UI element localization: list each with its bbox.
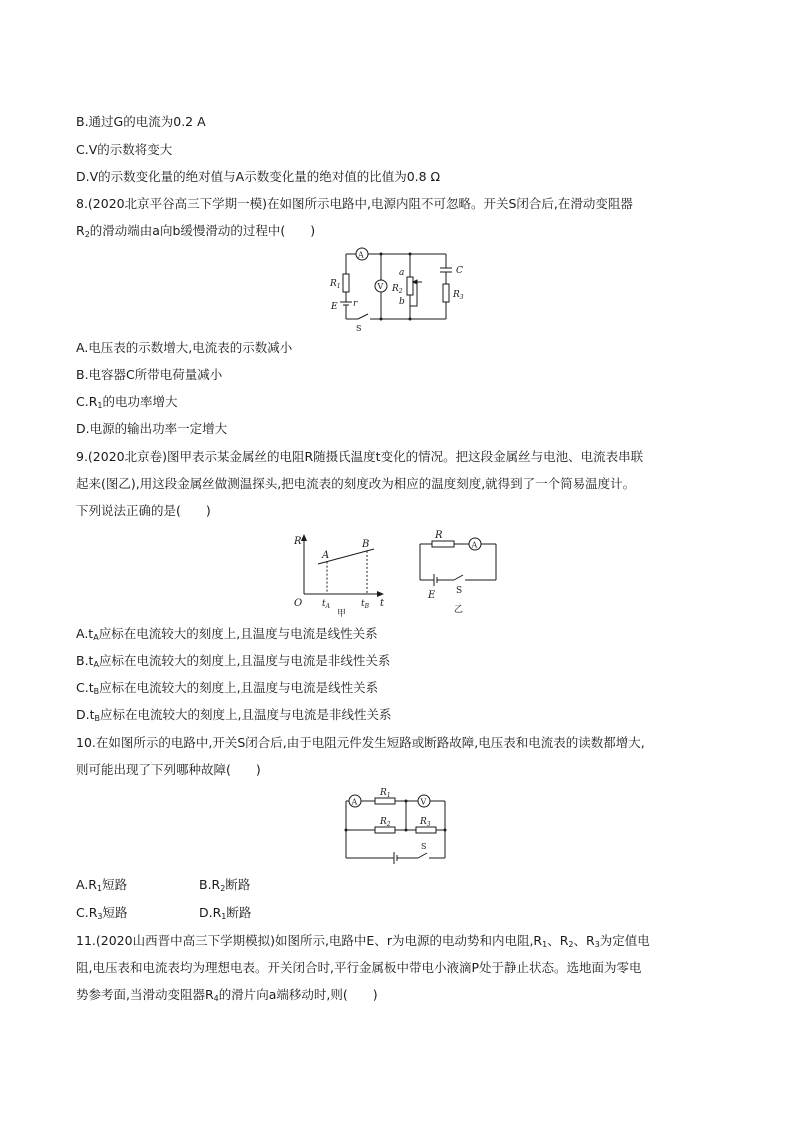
q9-option-a: $A.t_A$应标在电流较大的刻度上,且温度与电流是线性关系 xyxy=(76,626,378,642)
q8-r2-rheostat xyxy=(407,277,413,295)
q8-r1-resistor xyxy=(343,274,349,292)
q10-r1-resistor xyxy=(375,798,395,804)
q9-e-label: E xyxy=(428,590,436,601)
q9-point-b-label: B xyxy=(362,539,370,550)
q9-option-c: $C.t_B$应标在电流较大的刻度上,且温度与电流是线性关系 xyxy=(76,680,379,696)
q8-stem-line1: 8.(2020北京平谷高三下学期一模)在如图所示电路中,电源内阻不可忽略。开关S闭合后,在滑动变阻器 xyxy=(76,196,633,211)
q11-stem-line1: 11.(2020山西晋中高三下学期模拟)如图所示,电路中E、r为电源的电动势和内电阻$,R_1$、$R_2$、$R_3$为定值电 xyxy=(76,933,650,949)
q8-r-label: r xyxy=(353,299,358,309)
q10-option-a: $A.R_1$短路 xyxy=(76,877,128,893)
q10-option-c: $C.R_3$短路 xyxy=(76,905,128,921)
q8-option-b: B.电容器C所带电荷量减小 xyxy=(76,367,223,382)
q8-r-symbol: R xyxy=(76,223,85,238)
q10-stem-line1: 10.在如图所示的电路中,开关S闭合后,由于电阻元件发生短路或断路故障,电压表和电流表的读数都增大, xyxy=(76,735,645,750)
q7-option-d: D.V的示数变化量的绝对值与A示数变化量的绝对值的比值为0.8 Ω xyxy=(76,169,441,184)
q8-option-c-text: 的电功率增大 xyxy=(102,394,178,409)
q8-ammeter-label: A xyxy=(358,250,364,260)
q10-stem-line2: 则可能出现了下列哪种故障( ) xyxy=(76,762,261,777)
q9-option-b: $B.t_A$应标在电流较大的刻度上,且温度与电流是非线性关系 xyxy=(76,653,391,669)
q8-circuit-diagram xyxy=(326,244,482,332)
q8-stem-text: 的滑动端由a向b缓慢滑动的过程中( ) xyxy=(89,223,316,238)
q9-option-d: $D.t_B$应标在电流较大的刻度上,且温度与电流是非线性关系 xyxy=(76,707,392,723)
q8-r1-label: $R_1$ xyxy=(330,279,341,290)
q10-option-d: $D.R_1$断路 xyxy=(199,905,252,921)
q9-circuit-yi xyxy=(412,530,502,618)
q7-option-b: B.通过G的电流为0.2 A xyxy=(76,114,206,129)
q8-voltmeter-label: V xyxy=(377,282,384,291)
q10-option-b: $B.R_2$断路 xyxy=(199,877,251,893)
q10-voltmeter-label: V xyxy=(420,797,427,807)
q10-r2-label: $R_2$ xyxy=(380,817,391,828)
q8-r3-label: $R_3$ xyxy=(453,290,464,301)
q9-switch xyxy=(454,575,463,580)
q8-option-c xyxy=(76,394,178,414)
q9-stem-line2: 起来(图乙),用这段金属丝做测温探头,把电流表的刻度改为相应的温度刻度,就得到了一个简易温度计。 xyxy=(76,476,636,491)
q9-tick-tb: $t_B$ xyxy=(361,599,370,610)
q9-x-axis-label: t xyxy=(380,598,385,609)
q10-r1-label: $R_1$ xyxy=(380,788,391,799)
q11-stem-line3: 势参考面,当滑动变阻器$R_4$的滑片向a端移动时,则( ) xyxy=(76,987,378,1003)
q10-r2-resistor xyxy=(375,827,395,833)
q7-option-c: C.V的示数将变大 xyxy=(76,142,173,157)
q8-stem-line2 xyxy=(76,223,315,243)
q11-stem-line2: 阻,电压表和电流表均为理想电表。开关闭合时,平行金属板中带电小液滴P处于静止状态。选地面为零电 xyxy=(76,960,642,975)
q9-caption-yi: 乙 xyxy=(454,605,464,615)
q9-caption-jia: 甲 xyxy=(337,609,347,618)
q8-e-label: E xyxy=(331,302,338,312)
q8-b-label: b xyxy=(399,297,405,307)
q8-r2-label: $R_2$ xyxy=(392,284,403,295)
q10-r3-label: $R_3$ xyxy=(420,817,431,828)
q8-r3-resistor xyxy=(443,284,449,302)
q8-option-a: A.电压表的示数增大,电流表的示数减小 xyxy=(76,340,293,355)
q9-r-label: R xyxy=(435,530,443,541)
q8-option-c-subscript: 1 xyxy=(97,401,103,410)
q9-r-resistor xyxy=(432,541,454,547)
q10-switch-label: S xyxy=(421,842,427,851)
q9-stem-line1: 9.(2020北京卷)图甲表示某金属丝的电阻R随摄氏温度t变化的情况。把这段金属丝与电池、电流表串联 xyxy=(76,449,644,464)
q8-option-c-prefix: C.R xyxy=(76,394,98,409)
q8-r-subscript: 2 xyxy=(84,230,90,239)
q9-point-a-label: A xyxy=(322,550,330,561)
q8-switch-label: S xyxy=(356,324,362,332)
q9-y-axis-label: R xyxy=(294,536,302,547)
q9-tick-ta: $t_A$ xyxy=(322,599,330,610)
q8-a-label: a xyxy=(399,268,405,278)
q10-circuit-diagram xyxy=(338,786,458,866)
q10-switch xyxy=(418,853,427,858)
q8-option-d: D.电源的输出功率一定增大 xyxy=(76,421,228,436)
q9-stem-line3: 下列说法正确的是( ) xyxy=(76,503,211,518)
q10-ammeter-label: A xyxy=(351,797,358,807)
q8-c-label: C xyxy=(456,266,463,276)
q9-origin-label: O xyxy=(294,598,303,609)
q9-ammeter-label: A xyxy=(471,540,478,550)
q9-graph-jia xyxy=(284,532,394,618)
q9-switch-label: S xyxy=(456,586,463,596)
